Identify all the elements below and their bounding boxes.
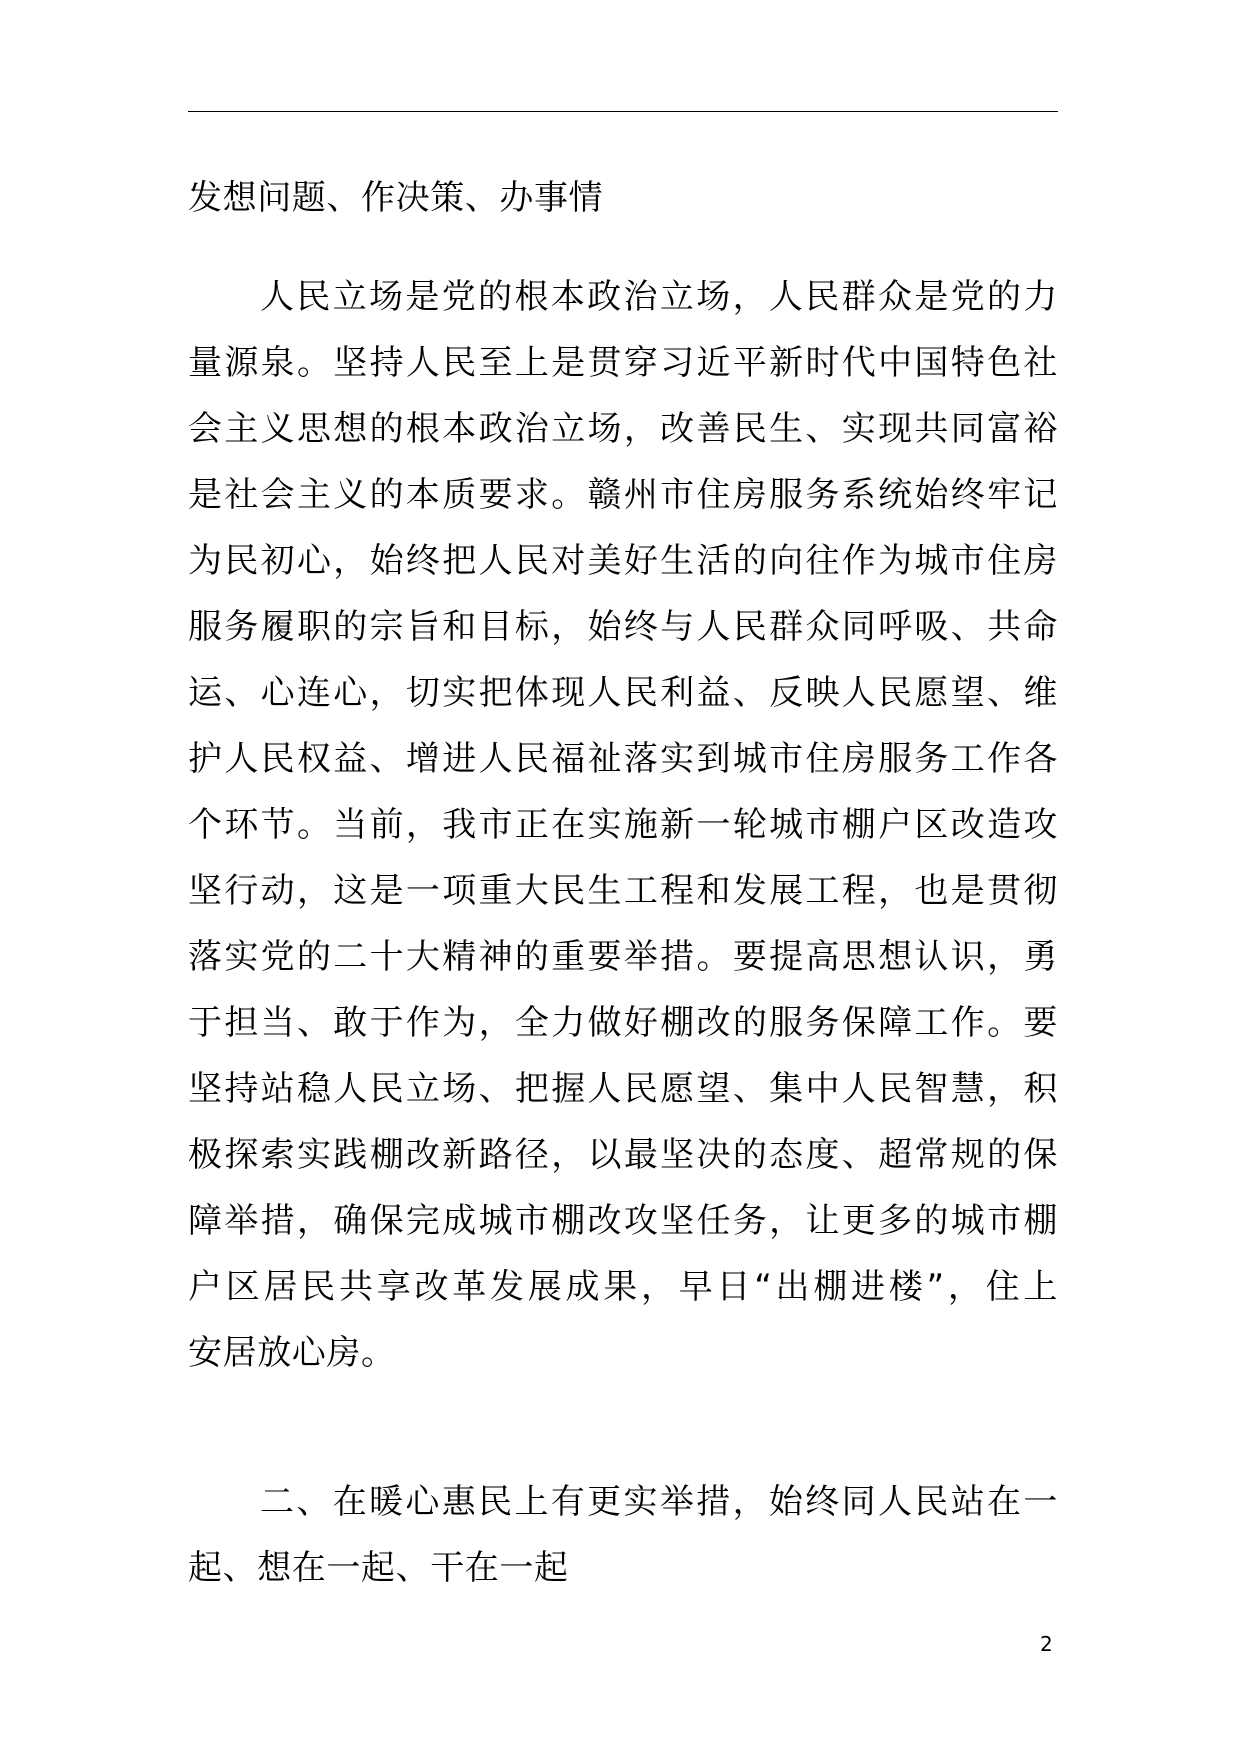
text-line: 个环节。当前，我市正在实施新一轮城市棚户区改造攻 xyxy=(188,805,1058,845)
text-line: 安居放心房。 xyxy=(188,1333,396,1373)
header-rule xyxy=(188,111,1058,112)
text-line: 起、想在一起、干在一起 xyxy=(188,1548,569,1588)
text-line: 是社会主义的本质要求。赣州市住房服务系统始终牢记 xyxy=(188,475,1058,515)
text-line: 于担当、敢于作为，全力做好棚改的服务保障工作。要 xyxy=(188,1003,1058,1043)
text-line: 运、心连心，切实把体现人民利益、反映人民愿望、维 xyxy=(188,673,1058,713)
body-paragraph xyxy=(188,264,1058,1386)
text-line: 量源泉。坚持人民至上是贯穿习近平新时代中国特色社 xyxy=(188,343,1058,383)
text-line: 坚持站稳人民立场、把握人民愿望、集中人民智慧，积 xyxy=(188,1069,1058,1109)
text-line: 障举措，确保完成城市棚改攻坚任务，让更多的城市棚 xyxy=(188,1201,1058,1241)
text-line: 人民立场是党的根本政治立场，人民群众是党的力 xyxy=(260,277,1058,317)
text-line: 会主义思想的根本政治立场，改善民生、实现共同富裕 xyxy=(188,409,1058,449)
text-line: 护人民权益、增进人民福祉落实到城市住房服务工作各 xyxy=(188,739,1058,779)
text-line: 户区居民共享改革发展成果，早日“出棚进楼”，住上 xyxy=(188,1267,1058,1307)
text-line: 二、在暖心惠民上有更实举措，始终同人民站在一 xyxy=(260,1482,1058,1522)
text-line: 极探索实践棚改新路径，以最坚决的态度、超常规的保 xyxy=(188,1135,1058,1175)
continued-heading-fragment xyxy=(188,165,1058,231)
text-line: 服务履职的宗旨和目标，始终与人民群众同呼吸、共命 xyxy=(188,607,1058,647)
text-line: 发想问题、作决策、办事情 xyxy=(188,178,604,218)
text-line: 落实党的二十大精神的重要举措。要提高思想认识，勇 xyxy=(188,937,1058,977)
text-line: 坚行动，这是一项重大民生工程和发展工程，也是贯彻 xyxy=(188,871,1058,911)
text-line: 为民初心，始终把人民对美好生活的向往作为城市住房 xyxy=(188,541,1058,581)
section-heading xyxy=(188,1469,1058,1601)
page-number: 2 xyxy=(1040,1632,1053,1656)
